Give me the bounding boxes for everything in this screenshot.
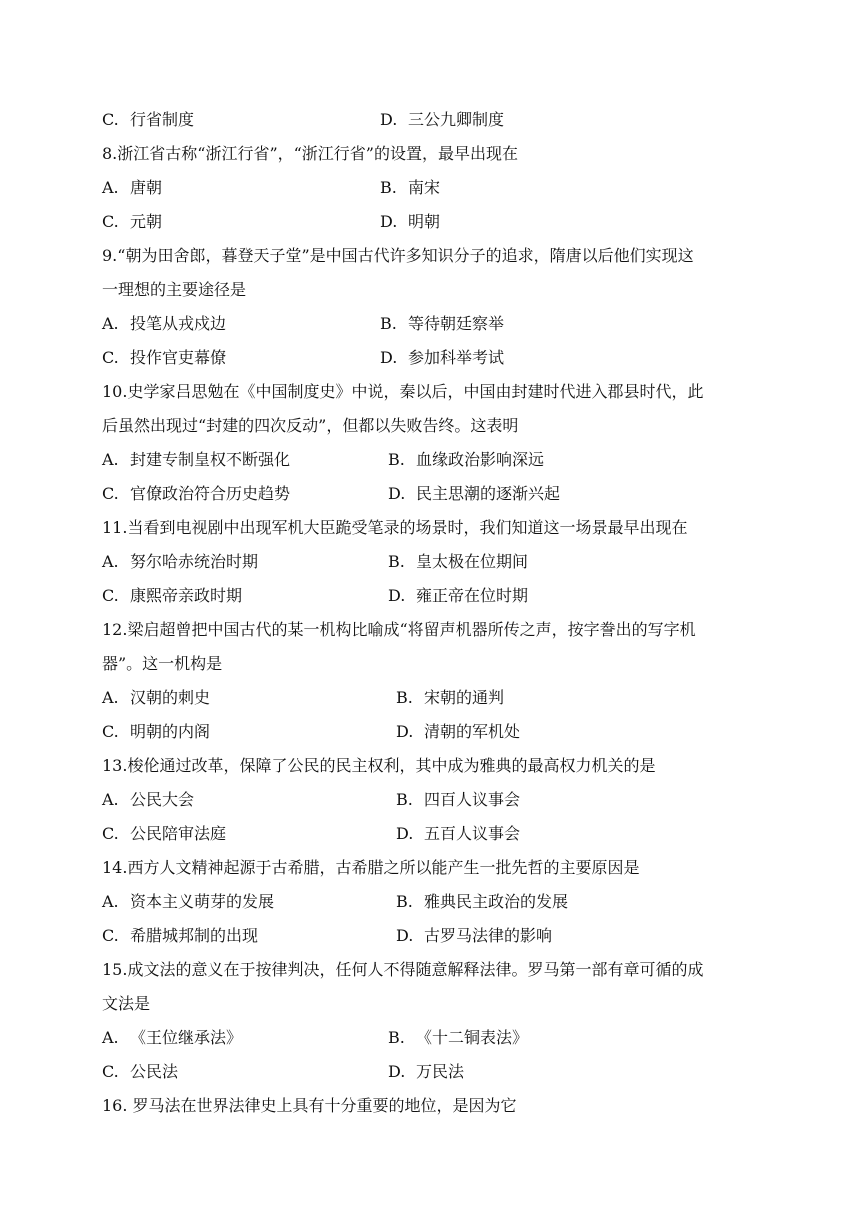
q15-option-d: D. 万民法	[388, 1062, 465, 1081]
q13-option-d: D. 五百人议事会	[396, 824, 521, 843]
q12-stem-line-1: 12.梁启超曾把中国古代的某一机构比喻成“将留声机器所传之声，按字誊出的写字机	[102, 620, 696, 639]
q12-stem-line-2: 器”。这一机构是	[102, 654, 223, 673]
q12-option-a: A. 汉朝的刺史	[102, 688, 211, 707]
q11-stem: 11.当看到电视剧中出现军机大臣跪受笔录的场景时，我们知道这一场景最早出现在	[102, 518, 688, 537]
q9-option-d: D. 参加科举考试	[380, 348, 505, 367]
q13-stem: 13.梭伦通过改革，保障了公民的民主权利，其中成为雅典的最高权力机关的是	[102, 756, 656, 775]
q8-option-a: A. 唐朝	[102, 178, 163, 197]
q10-option-d: D. 民主思潮的逐渐兴起	[388, 484, 561, 503]
q11-option-d: D. 雍正帝在位时期	[388, 586, 529, 605]
q8-stem: 8.浙江省古称“浙江行省”，“浙江行省”的设置，最早出现在	[102, 144, 518, 163]
q14-option-b: B. 雅典民主政治的发展	[396, 892, 569, 911]
q15-option-a: A. 《王位继承法》	[102, 1028, 243, 1047]
q15-option-b: B. 《十二铜表法》	[388, 1028, 529, 1047]
q9-option-a: A. 投笔从戎戍边	[102, 314, 227, 333]
q9-stem-line-2: 一理想的主要途径是	[102, 280, 247, 299]
q12-option-d: D. 清朝的军机处	[396, 722, 521, 741]
q15-stem-line-1: 15.成文法的意义在于按律判决，任何人不得随意解释法律。罗马第一部有章可循的成	[102, 960, 704, 979]
q13-option-c: C. 公民陪审法庭	[102, 824, 227, 843]
q15-option-c: C. 公民法	[102, 1062, 179, 1081]
q13-option-b: B. 四百人议事会	[396, 790, 521, 809]
q15-stem-line-2: 文法是	[102, 994, 151, 1013]
q7-option-c: C. 行省制度	[102, 110, 195, 129]
q9-stem-line-1: 9.“朝为田舍郎，暮登天子堂”是中国古代许多知识分子的追求，隋唐以后他们实现这	[102, 246, 694, 265]
q10-option-b: B. 血缘政治影响深远	[388, 450, 545, 469]
q11-option-b: B. 皇太极在位期间	[388, 552, 529, 571]
q14-option-d: D. 古罗马法律的影响	[396, 926, 553, 945]
q8-option-b: B. 南宋	[380, 178, 441, 197]
q12-option-c: C. 明朝的内阁	[102, 722, 211, 741]
q10-option-a: A. 封建专制皇权不断强化	[102, 450, 291, 469]
q8-option-d: D. 明朝	[380, 212, 441, 231]
q14-stem: 14.西方人文精神起源于古希腊，古希腊之所以能产生一批先哲的主要原因是	[102, 858, 640, 877]
q12-option-b: B. 宋朝的通判	[396, 688, 505, 707]
q14-option-c: C. 希腊城邦制的出现	[102, 926, 259, 945]
q9-option-b: B. 等待朝廷察举	[380, 314, 505, 333]
q8-option-c: C. 元朝	[102, 212, 163, 231]
q7-option-d: D. 三公九卿制度	[380, 110, 505, 129]
q10-stem-line-1: 10.史学家吕思勉在《中国制度史》中说，秦以后，中国由封建时代进入郡县时代，此	[102, 382, 704, 401]
q9-option-c: C. 投作官吏幕僚	[102, 348, 227, 367]
q10-option-c: C. 官僚政治符合历史趋势	[102, 484, 291, 503]
q16-stem: 16. 罗马法在世界法律史上具有十分重要的地位，是因为它	[102, 1096, 517, 1115]
q13-option-a: A. 公民大会	[102, 790, 195, 809]
q14-option-a: A. 资本主义萌芽的发展	[102, 892, 275, 911]
q11-option-a: A. 努尔哈赤统治时期	[102, 552, 259, 571]
q11-option-c: C. 康熙帝亲政时期	[102, 586, 243, 605]
q10-stem-line-2: 后虽然出现过“封建的四次反动”，但都以失败告终。这表明	[102, 416, 519, 435]
